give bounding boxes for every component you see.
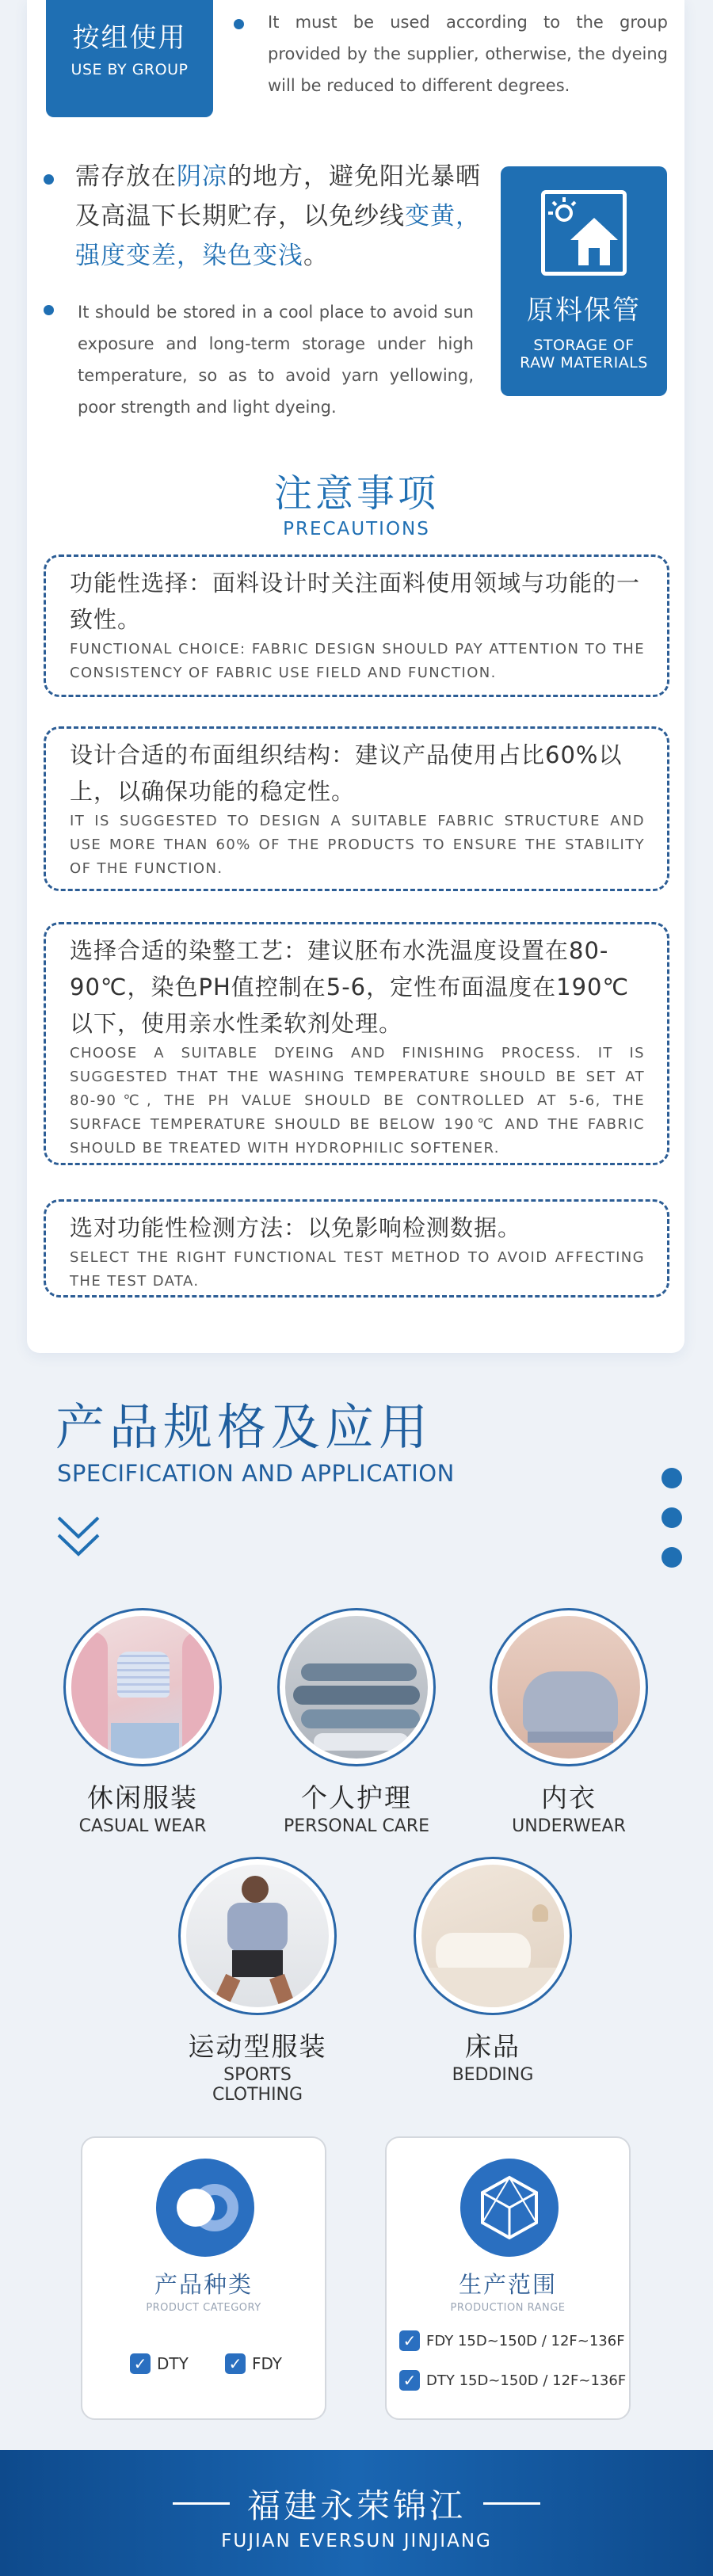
app-label-en: CASUAL WEAR — [78, 1816, 207, 1836]
app-label-en: BEDDING — [452, 2065, 534, 2085]
badge-title-cn: 按组使用 — [72, 22, 187, 54]
precaution-item — [44, 922, 669, 1165]
app-label-en: UNDERWEAR — [512, 1816, 626, 1836]
app-sports-clothing — [178, 1857, 337, 2105]
storage-text-cn: 需存放在阴凉的地方，避免阳光暴晒及高温下长期贮存，以免纱线变黄，强度变差，染色变浅。 — [75, 162, 481, 270]
category-option-dty — [130, 2353, 189, 2374]
underwear-image — [490, 1608, 648, 1766]
range-option-dty — [399, 2370, 626, 2391]
precaution-text-cn: 选择合适的染整工艺：建议胚布水洗温度设置在80-90℃，染色PH值控制在5-6，定性布面温度在190℃以下，使用亲水性柔软剂处理。 — [70, 937, 630, 1037]
use-by-group-badge — [46, 0, 213, 117]
storage-text-en: It should be stored in a cool place to avoid sun exposure and long-term storage under high temperature, so as to avoid yarn yellowing, poor strength and light dyeing. — [78, 303, 474, 417]
product-category-card — [81, 2136, 326, 2420]
app-underwear — [490, 1608, 648, 1836]
category-title-en: PRODUCT CATEGORY — [146, 2302, 261, 2314]
app-label-en: PERSONAL CARE — [283, 1816, 430, 1836]
badge-title-en: USE BY GROUP — [71, 61, 189, 78]
option-label: DTY 15D~150D / 12F~136F — [426, 2372, 627, 2389]
app-bedding — [414, 1857, 572, 2085]
precaution-text-cn: 设计合适的布面组织结构：建议产品使用占比60%以上，以确保功能的稳定性。 — [70, 741, 623, 805]
category-title-cn: 产品种类 — [154, 2271, 253, 2298]
bullet-dot — [234, 19, 244, 29]
sports-clothing-image — [178, 1857, 337, 2015]
app-label-cn: 内衣 — [541, 1782, 597, 1813]
bullet-dot — [44, 174, 54, 185]
checkbox-checked-icon: ✓ — [130, 2353, 151, 2374]
checkbox-checked-icon: ✓ — [399, 2370, 420, 2391]
app-label-cn: 个人护理 — [301, 1782, 412, 1813]
range-title-en: PRODUCTION RANGE — [450, 2302, 566, 2314]
casual-wear-image — [63, 1608, 222, 1766]
storage-badge-title-cn: 原料保管 — [527, 295, 641, 326]
checkbox-checked-icon: ✓ — [399, 2330, 420, 2351]
precaution-item — [44, 554, 669, 697]
storage-badge-title-en-1: STORAGE OF — [533, 337, 635, 354]
bullet-dot — [44, 305, 54, 315]
checkbox-checked-icon: ✓ — [225, 2353, 246, 2374]
decor-dot — [662, 1507, 682, 1528]
app-label-cn: 运动型服装 — [188, 2031, 327, 2062]
range-title-cn: 生产范围 — [458, 2271, 557, 2298]
precaution-item — [44, 1199, 669, 1298]
precaution-text-en: FUNCTIONAL CHOICE: FABRIC DESIGN SHOULD PAY ATTENTION TO THE CONSISTENCY OF FABRIC USE FIELD AND FUNCTION. — [70, 641, 645, 681]
precautions-title-en: PRECAUTIONS — [283, 519, 430, 539]
footer-banner — [0, 2450, 713, 2576]
range-option-fdy — [399, 2330, 625, 2351]
category-option-fdy — [225, 2353, 282, 2374]
personal-care-image — [277, 1608, 436, 1766]
precaution-text-cn: 功能性选择：面料设计时关注面料使用领域与功能的一致性。 — [70, 570, 641, 633]
storage-badge-title-en-2: RAW MATERIALS — [520, 354, 648, 372]
category-circles-icon — [156, 2159, 254, 2257]
app-label-en: SPORTS CLOTHING — [212, 2065, 303, 2105]
precautions-heading — [0, 463, 713, 539]
production-range-card — [385, 2136, 631, 2420]
precaution-item — [44, 726, 669, 891]
storage-house-icon — [541, 190, 627, 276]
precaution-text-en: SELECT THE RIGHT FUNCTIONAL TEST METHOD TO AVOID AFFECTING THE TEST DATA. — [70, 1249, 645, 1290]
bedding-image — [414, 1857, 572, 2015]
option-label: FDY 15D~150D / 12F~136F — [426, 2332, 625, 2349]
spec-title-cn: 产品规格及应用 — [55, 1398, 433, 1456]
storage-badge — [501, 166, 667, 396]
footer-brand-cn: 福建永荣锦江 — [246, 2486, 466, 2525]
spec-title-en: SPECIFICATION AND APPLICATION — [57, 1460, 455, 1487]
option-label: DTY — [157, 2354, 189, 2373]
app-personal-care — [277, 1608, 436, 1836]
precaution-text-en: IT IS SUGGESTED TO DESIGN A SUITABLE FABRIC STRUCTURE AND USE MORE THAN 60% OF THE PRODUCTS TO ENSURE THE STABILITY OF THE FUNCTION. — [70, 813, 645, 877]
footer-brand-en: FUJIAN EVERSUN JINJIANG — [221, 2531, 492, 2551]
decor-dot — [662, 1547, 682, 1568]
app-casual-wear — [63, 1608, 222, 1836]
precaution-text-en: CHOOSE A SUITABLE DYEING AND FINISHING PROCESS. IT IS SUGGESTED THAT THE WASHING TEMPERATURE SHOULD BE SET AT 80-90℃, THE PH VALUE SHOULD BE CONTROLLED AT 5-6, THE SURFACE TEMPERATURE SHOULD BE BELOW 190℃ AND THE FABRIC SHOULD BE TREATED WITH HYDROPHILIC SOFTENER. — [70, 1045, 645, 1157]
decor-dot — [662, 1468, 682, 1488]
precaution-text-cn: 选对功能性检测方法：以免影响检测数据。 — [70, 1214, 522, 1241]
precautions-title-cn: 注意事项 — [273, 471, 439, 516]
app-label-cn: 休闲服装 — [87, 1782, 198, 1813]
usage-text: It must be used according to the group provided by the supplier, otherwise, the dyeing will be reduced to different degrees. — [268, 13, 668, 95]
option-label: FDY — [252, 2354, 283, 2373]
double-chevron-down-icon — [55, 1513, 101, 1564]
hexagon-cube-icon — [460, 2159, 559, 2257]
app-label-cn: 床品 — [465, 2031, 520, 2062]
